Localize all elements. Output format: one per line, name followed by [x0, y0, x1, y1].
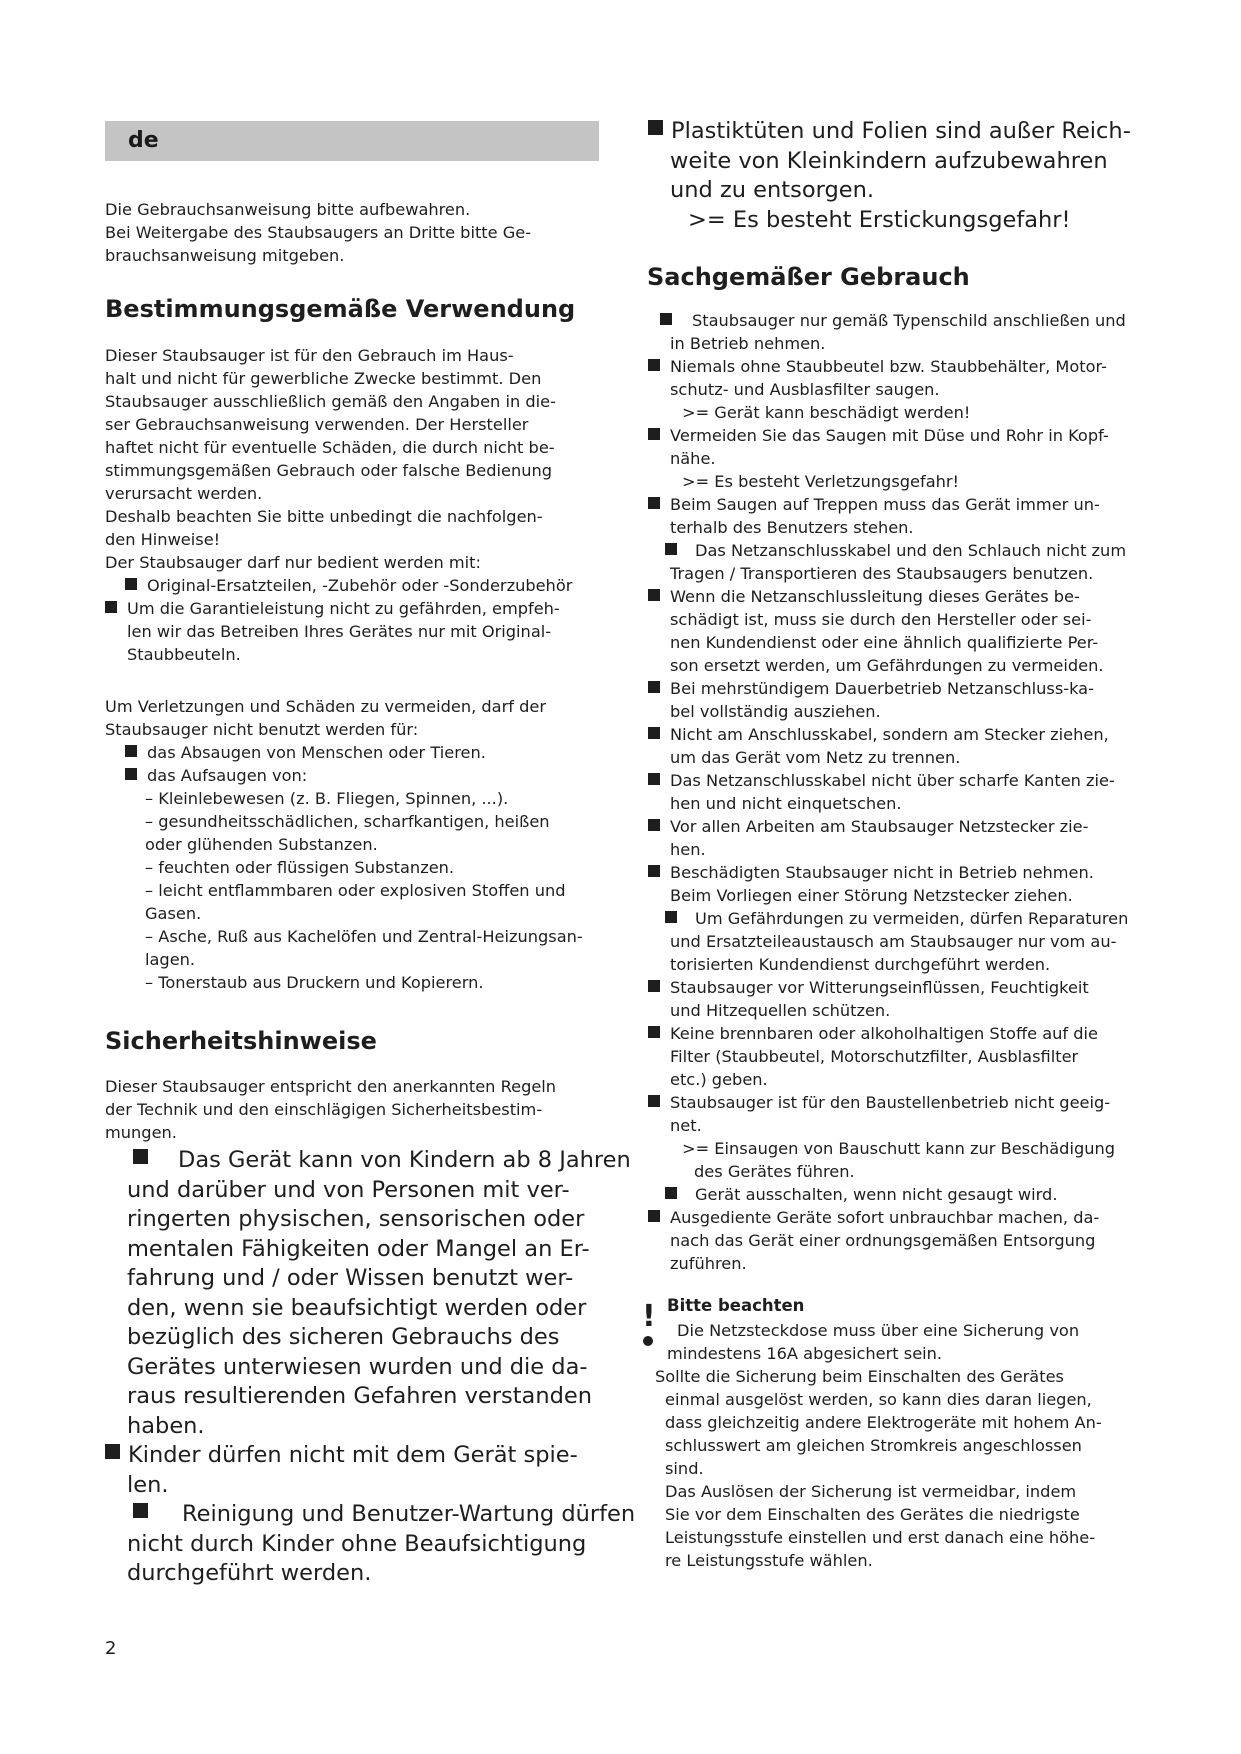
list-item: [648, 355, 1188, 378]
paragraph-line: mungen.: [105, 1123, 177, 1142]
note-line: Das Auslösen der Sicherung ist vermeidbar, indem: [665, 1482, 1077, 1501]
list-item: [648, 1022, 1188, 1045]
list-item-consequence: >= Es besteht Verletzungsgefahr!: [682, 472, 960, 491]
note-line: re Leistungsstufe wählen.: [665, 1551, 873, 1570]
note-line: schlusswert am gleichen Stromkreis angeschlossen: [665, 1436, 1082, 1455]
bullet-icon: [648, 1095, 660, 1107]
list-item-consequence: des Gerätes führen.: [694, 1162, 855, 1181]
list-item-text: Bei mehrstündigem Dauerbetrieb Netzanschluss-ka-: [670, 679, 1094, 698]
list-item-text: Tragen / Transportieren des Staubsaugers benutzen.: [670, 564, 1094, 583]
list-item-text: hen und nicht einquetschen.: [670, 794, 902, 813]
list-item-text: und Ersatzteileaustausch am Staubsauger nur vom au-: [670, 932, 1117, 951]
note-line: Leistungsstufe einstellen und erst danach eine höhe-: [665, 1528, 1096, 1547]
list-item: [648, 1183, 1188, 1206]
list-item-text: in Betrieb nehmen.: [670, 334, 826, 353]
list-item-text: hen.: [670, 840, 706, 859]
page-number: 2: [105, 1638, 117, 1659]
heading-bestimmung: Bestimmungsgemäße Verwendung: [105, 295, 576, 323]
list-item-text: Vor allen Arbeiten am Staubsauger Netzstecker zie-: [670, 817, 1089, 836]
intro-line: Bei Weitergabe des Staubsaugers an Dritte bitte Ge-: [105, 223, 532, 242]
dash-item: – leicht entflammbaren oder explosiven Stoffen und: [145, 881, 566, 900]
list-item: [648, 493, 1188, 516]
dash-item: – Tonerstaub aus Druckern und Kopierern.: [145, 973, 484, 992]
paragraph-line: Deshalb beachten Sie bitte unbedingt die nachfolgen-: [105, 507, 543, 526]
list-item-text: Beim Saugen auf Treppen muss das Gerät immer un-: [670, 495, 1100, 514]
exclamation-icon: !: [642, 1299, 656, 1334]
bullet-icon: [648, 819, 660, 831]
list-item-text: Staubsauger ist für den Baustellenbetrieb nicht geeig-: [670, 1093, 1111, 1112]
paragraph-line: stimmungsgemäßen Gebrauch oder falsche Bedienung: [105, 461, 553, 480]
bullet-text: und zu entsorgen.: [670, 177, 874, 203]
list-item-text: etc.) geben.: [670, 1070, 768, 1089]
dash-item: oder glühenden Substanzen.: [145, 835, 378, 854]
bullet-item: [105, 741, 600, 764]
dash-item: – gesundheitsschädlichen, scharfkantigen, heißen: [145, 812, 550, 831]
bullet-text: das Aufsaugen von:: [147, 766, 308, 785]
bullet-icon: [665, 911, 677, 923]
bullet-icon: [648, 727, 660, 739]
note-line: dass gleichzeitig andere Elektrogeräte mit hohem An-: [665, 1413, 1102, 1432]
list-item-text: Das Netzanschlusskabel und den Schlauch nicht zum: [695, 541, 1127, 560]
list-item-text: Ausgediente Geräte sofort unbrauchbar machen, da-: [670, 1208, 1100, 1227]
list-item-text: nach das Gerät einer ordnungsgemäßen Entsorgung: [670, 1231, 1096, 1250]
bullet-text: und darüber und von Personen mit ver-: [127, 1176, 570, 1203]
bullet-icon: [660, 313, 672, 325]
bullet-text: durchgeführt werden.: [127, 1560, 372, 1586]
bullet-item: [105, 764, 600, 787]
bullet-icon: [648, 1026, 660, 1038]
bullet-text: Plastiktüten und Folien sind außer Reich-: [671, 118, 1131, 144]
list-item-text: schädigt ist, muss sie durch den Hersteller oder sei-: [670, 610, 1092, 629]
paragraph-line: Dieser Staubsauger ist für den Gebrauch im Haus-: [105, 346, 514, 365]
list-item-text: Um Gefährdungen zu vermeiden, dürfen Reparaturen: [695, 909, 1129, 928]
list-item-text: Niemals ohne Staubbeutel bzw. Staubbehälter, Motor-: [670, 357, 1108, 376]
note-line: Sollte die Sicherung beim Einschalten des Gerätes: [655, 1367, 1064, 1386]
list-item: [648, 424, 1188, 447]
list-item-text: Keine brennbaren oder alkoholhaltigen Stoffe auf die: [670, 1024, 1098, 1043]
bullet-item: [105, 597, 600, 620]
bullet-icon: [125, 578, 137, 590]
list-item: [648, 976, 1188, 999]
list-item: [648, 1091, 1188, 1114]
bullet-text: Das Gerät kann von Kindern ab 8 Jahren: [178, 1147, 631, 1173]
list-item-text: bel vollständig ausziehen.: [670, 702, 881, 721]
bullet-text: bezüglich des sicheren Gebrauchs des: [127, 1324, 560, 1350]
list-item-text: Das Netzanschlusskabel nicht über scharfe Kanten zie-: [670, 771, 1115, 790]
note-line: Die Netzsteckdose muss über eine Sicherung von: [677, 1321, 1080, 1340]
bullet-text: Original-Ersatzteilen, -Zubehör oder -Sonderzubehör: [147, 576, 573, 595]
note-title: Bitte beachten: [667, 1296, 805, 1315]
list-item-text: net.: [670, 1116, 702, 1135]
list-item-text: son ersetzt werden, um Gefährdungen zu vermeiden.: [670, 656, 1104, 675]
list-item-text: und Hitzequellen schützen.: [670, 1001, 891, 1020]
intro-line: brauchsanweisung mitgeben.: [105, 246, 345, 265]
bullet-icon: [125, 768, 137, 780]
heading-sachgemaess: Sachgemäßer Gebrauch: [647, 263, 970, 291]
list-item-text: Staubsauger vor Witterungseinflüssen, Feuchtigkeit: [670, 978, 1089, 997]
bullet-text: ringerten physischen, sensorischen oder: [127, 1206, 585, 1232]
bullet-icon: [648, 681, 660, 693]
sachgemaess-list: [648, 309, 1188, 1275]
list-item-text: nen Kundendienst oder eine ähnlich qualifizierte Per-: [670, 633, 1099, 652]
list-item: [648, 539, 1188, 562]
list-item-text: um das Gerät vom Netz zu trennen.: [670, 748, 961, 767]
list-item-text: Beschädigten Staubsauger nicht in Betrieb nehmen.: [670, 863, 1094, 882]
bullet-icon: [125, 745, 137, 757]
paragraph-line: Um Verletzungen und Schäden zu vermeiden, darf der: [105, 697, 546, 716]
list-item-text: Nicht am Anschlusskabel, sondern am Stecker ziehen,: [670, 725, 1109, 744]
dash-item: Gasen.: [145, 904, 202, 923]
bullet-icon: [648, 773, 660, 785]
note-line: sind.: [665, 1459, 704, 1478]
list-item: [648, 815, 1188, 838]
list-item: [648, 677, 1188, 700]
bullet-icon: [665, 543, 677, 555]
list-item: [648, 723, 1188, 746]
note-line: einmal ausgelöst werden, so kann dies daran liegen,: [665, 1390, 1092, 1409]
bullet-text: Gerätes unterwiesen wurden und die da-: [127, 1353, 588, 1380]
note-line: Sie vor dem Einschalten des Gerätes die niedrigste: [665, 1505, 1080, 1524]
list-item-text: Vermeiden Sie das Saugen mit Düse und Rohr in Kopf-: [670, 426, 1109, 445]
paragraph-line: der Technik und den einschlägigen Sicherheitsbestim-: [105, 1100, 543, 1119]
dash-item: – Asche, Ruß aus Kachelöfen und Zentral-Heizungsan-: [145, 927, 583, 946]
paragraph-line: Staubsauger nicht benutzt werden für:: [105, 720, 419, 739]
note-line: mindestens 16A abgesichert sein.: [667, 1344, 943, 1363]
language-tab: de: [105, 121, 599, 161]
intro-line: Die Gebrauchsanweisung bitte aufbewahren.: [105, 200, 471, 219]
bullet-icon: [648, 980, 660, 992]
bullet-icon: [133, 1503, 148, 1518]
bullet-item: [105, 1500, 665, 1530]
bullet-icon: [648, 865, 660, 877]
bullet-icon: [133, 1149, 148, 1164]
bullet-text: nicht durch Kinder ohne Beaufsichtigung: [127, 1530, 587, 1557]
bullet-icon: [105, 601, 117, 613]
paragraph-line: verursacht werden.: [105, 484, 263, 503]
paragraph-line: haftet nicht für eventuelle Schäden, die durch nicht be-: [105, 438, 555, 457]
paragraph-line: Der Staubsauger darf nur bedient werden mit:: [105, 553, 481, 572]
usage-restrictions: [105, 695, 600, 994]
paragraph-line: den Hinweise!: [105, 530, 221, 549]
list-item-text: zuführen.: [670, 1254, 747, 1273]
list-item-text: schutz- und Ausblasfilter saugen.: [670, 380, 940, 399]
list-item-text: nähe.: [670, 449, 716, 468]
bullet-text: raus resultierenden Gefahren verstanden: [127, 1383, 592, 1409]
list-item-text: Beim Vorliegen einer Störung Netzstecker ziehen.: [670, 886, 1073, 905]
plastic-bags-warning: [648, 117, 1208, 235]
bullet-icon: [648, 589, 660, 601]
list-item-consequence: >= Einsaugen von Bauschutt kann zur Beschädigung: [682, 1139, 1116, 1158]
list-item: [648, 1206, 1188, 1229]
intro-text: [105, 198, 595, 267]
bullet-text: haben.: [127, 1412, 205, 1439]
bullet-text: Um die Garantieleistung nicht zu gefährden, empfeh-: [127, 599, 560, 618]
bullet-text: weite von Kleinkindern aufzubewahren: [670, 147, 1108, 174]
bullet-text: len.: [127, 1471, 169, 1498]
note-text: [655, 1319, 1175, 1572]
bullet-icon: [105, 1444, 120, 1459]
bullet-item: [105, 1441, 665, 1471]
bullet-text: das Absaugen von Menschen oder Tieren.: [147, 743, 486, 762]
heading-sicherheit: Sicherheitshinweise: [105, 1027, 377, 1055]
bullet-icon: [648, 428, 660, 440]
bullet-text: Kinder dürfen nicht mit dem Gerät spie-: [128, 1442, 578, 1468]
sicherheit-paragraph: [105, 1075, 600, 1144]
bullet-text: fahrung und / oder Wissen benutzt wer-: [127, 1265, 574, 1291]
bullet-text: Reinigung und Benutzer-Wartung dürfen: [182, 1501, 636, 1527]
list-item: [648, 907, 1188, 930]
list-item-text: Filter (Staubbeutel, Motorschutzfilter, Ausblasfilter: [670, 1047, 1079, 1066]
bullet-item: [105, 1146, 665, 1176]
bullet-icon: [648, 497, 660, 509]
paragraph-line: halt und nicht für gewerbliche Zwecke bestimmt. Den: [105, 369, 542, 388]
bullet-dot-icon: [643, 1336, 653, 1346]
list-item: [648, 585, 1188, 608]
list-item-consequence: >= Gerät kann beschädigt werden!: [682, 403, 971, 422]
list-item-text: Staubsauger nur gemäß Typenschild anschließen und: [692, 311, 1126, 330]
bestimmung-paragraph: [105, 344, 600, 666]
dash-item: lagen.: [145, 950, 196, 969]
list-item: [648, 861, 1188, 884]
dash-item: – feuchten oder flüssigen Substanzen.: [145, 858, 455, 877]
list-item-text: Wenn die Netzanschlussleitung dieses Gerätes be-: [670, 587, 1080, 606]
bullet-icon: [665, 1187, 677, 1199]
bullet-item: [105, 574, 600, 597]
list-item-text: terhalb des Benutzers stehen.: [670, 518, 914, 537]
list-item: [648, 309, 1188, 332]
bullet-text: len wir das Betreiben Ihres Gerätes nur mit Original-: [127, 622, 552, 641]
bullet-icon: [648, 359, 660, 371]
bullet-icon: [648, 120, 663, 135]
list-item: [648, 769, 1188, 792]
list-item-text: torisierten Kundendienst durchgeführt werden.: [670, 955, 1051, 974]
bullet-text: den, wenn sie beaufsichtigt werden oder: [127, 1294, 587, 1321]
safety-warning-large: [105, 1146, 665, 1589]
list-item-text: Gerät ausschalten, wenn nicht gesaugt wird.: [695, 1185, 1058, 1204]
bullet-text: Staubbeuteln.: [127, 645, 241, 664]
bullet-icon: [648, 1210, 660, 1222]
paragraph-line: Dieser Staubsauger entspricht den anerkannten Regeln: [105, 1077, 557, 1096]
warning-consequence: >= Es besteht Erstickungsgefahr!: [688, 206, 1071, 233]
paragraph-line: ser Gebrauchsanweisung verwenden. Der Hersteller: [105, 415, 529, 434]
bullet-text: mentalen Fähigkeiten oder Mangel an Er-: [127, 1235, 590, 1262]
dash-item: – Kleinlebewesen (z. B. Fliegen, Spinnen, ...).: [145, 789, 509, 808]
paragraph-line: Staubsauger ausschließlich gemäß den Angaben in die-: [105, 392, 556, 411]
bullet-item: [648, 117, 1208, 147]
